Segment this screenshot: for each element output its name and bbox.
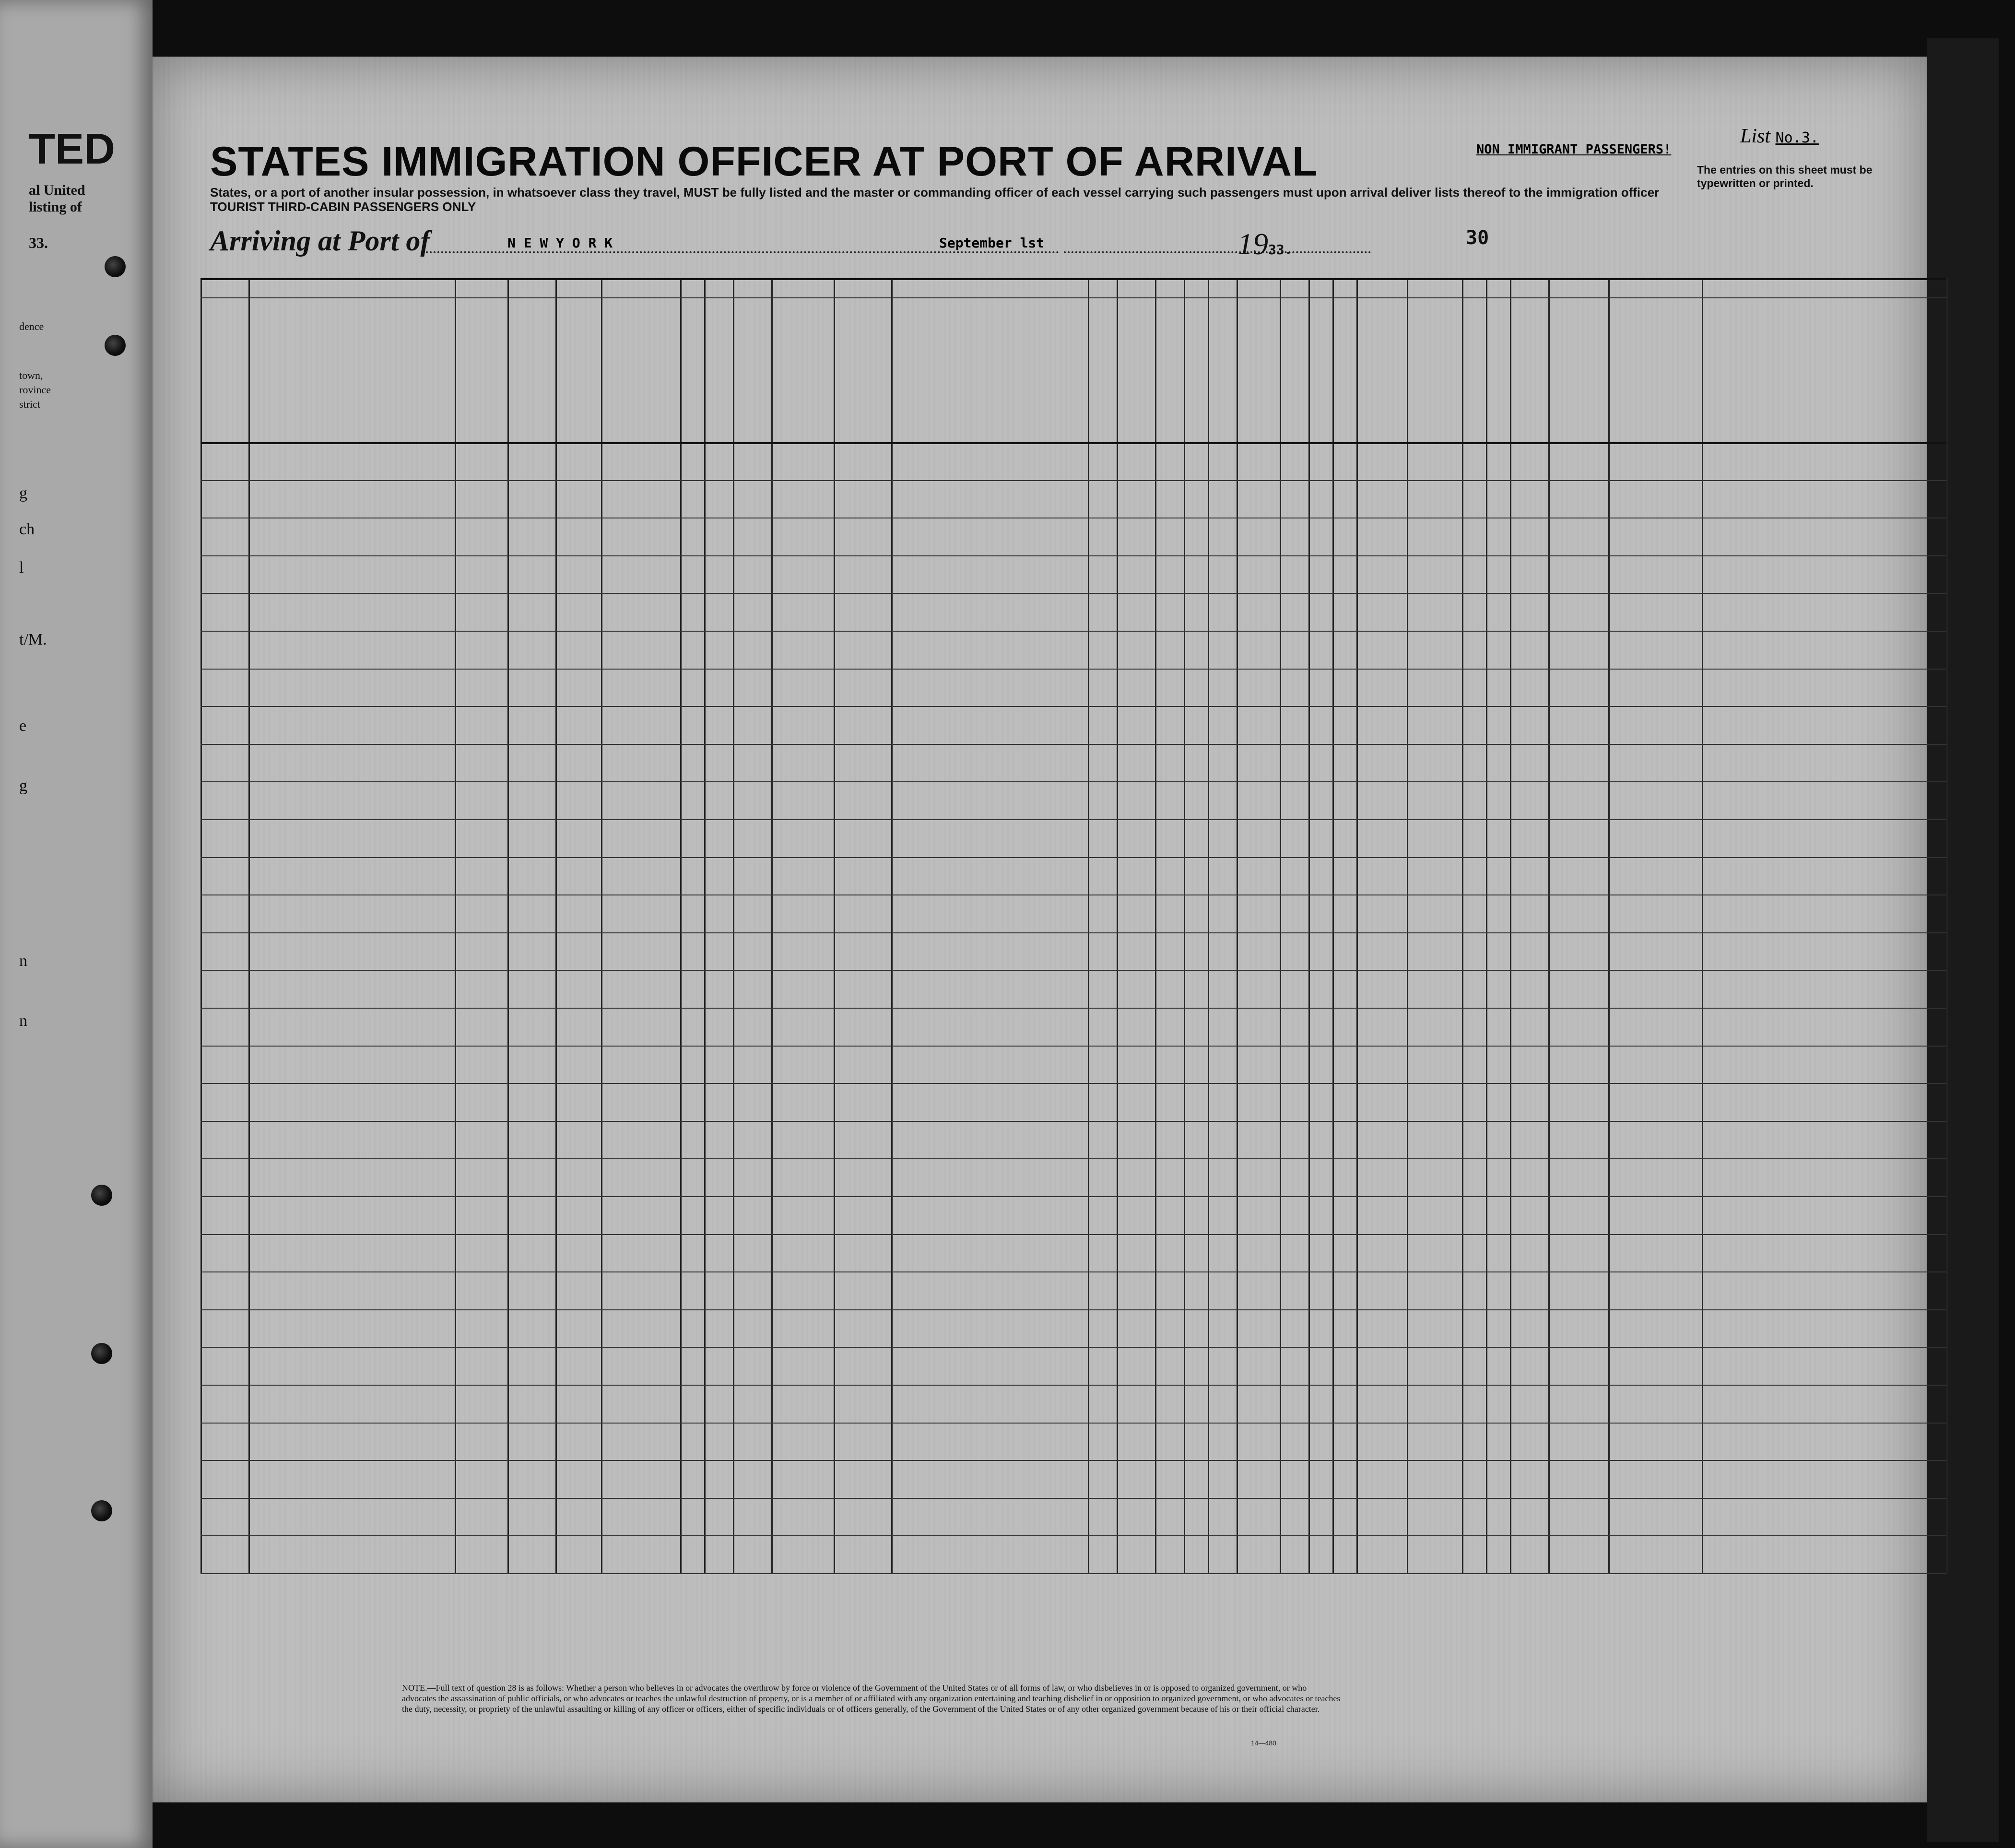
header-money [707, 302, 730, 439]
row-rule [200, 1460, 1946, 1461]
column-rule [1088, 278, 1089, 1573]
row-rule [200, 1535, 1946, 1536]
column-rule [1332, 278, 1334, 1573]
strip-line2: listing of [29, 199, 82, 215]
binding-hole [91, 1343, 112, 1364]
row-rule [200, 1573, 1946, 1574]
column-rule [1510, 278, 1511, 1573]
header-feet [1465, 302, 1483, 439]
year-prefix: 19 [1237, 227, 1268, 261]
header-overthrow [1239, 302, 1277, 439]
strip-line1: al United [29, 182, 85, 198]
column-rule [1117, 278, 1118, 1573]
binding-hole [91, 1185, 112, 1206]
arrival-year [1237, 226, 1293, 262]
row-rule [200, 932, 1946, 933]
column-rule [1702, 278, 1703, 1573]
column-rule [1280, 278, 1281, 1573]
manifest-sheet [153, 57, 1927, 1802]
subtitle-line: States, or a port of another insular possession, in whatsoever class they travel, MUST be fully listed and the master or commanding officer of each vessel carrying such passengers must upon arrival deliver lists thereof to the immigration officer [210, 185, 1660, 200]
strip-label: strict [19, 398, 40, 410]
column-rule [771, 278, 773, 1573]
column-rule [1308, 278, 1310, 1573]
strip-ted: TED [29, 125, 115, 173]
form-subtitle [210, 185, 1745, 214]
list-number-value: No.3. [1775, 129, 1819, 146]
column-rule [455, 278, 456, 1573]
row-rule [200, 781, 1946, 782]
column-rule [1237, 278, 1238, 1573]
passenger-table [200, 278, 1946, 1592]
column-rule [733, 278, 734, 1573]
form-number: 14—480 [1251, 1739, 1276, 1747]
row-rule [200, 1196, 1946, 1197]
subtitle-line: TOURIST THIRD-CABIN PASSENGERS ONLY [210, 200, 476, 214]
row-rule [200, 1083, 1946, 1084]
header-bottom-rule [200, 442, 1946, 444]
binding-hole [105, 256, 126, 277]
arriving-label: Arriving at Port of [210, 225, 430, 257]
row-rule [200, 1309, 1946, 1310]
row-rule [200, 593, 1946, 594]
header-citizen [1158, 302, 1181, 439]
row-rule [200, 1008, 1946, 1009]
column-rule [1462, 278, 1463, 1573]
header-anarchist [1211, 302, 1234, 439]
row-rule [200, 706, 1946, 707]
sheet-number: 30 [1466, 227, 1489, 249]
header-length-stay [1119, 302, 1152, 439]
strip-label: g [19, 777, 27, 795]
column-rule [1486, 278, 1487, 1573]
header-inches [1489, 302, 1507, 439]
header-labor-offer [1283, 302, 1306, 439]
column-rule [248, 278, 250, 1573]
row-rule [200, 744, 1946, 745]
footnote: NOTE.—Full text of question 28 is as follows: Whether a person who believes in or advocates the overthrow by force or violence of the Government of the United States or of all forms of law, or who disbelieves in or is opposed to organized government, or who advocates the assassination of public officials, or who advocates or teaches the unlawful destruction of property, or is a member of or affiliated with any organization entertaining and teaching disbelief in or opposition to organized government, or who advocates or teaches the duty, necessity, or propriety of the unlawful assaulting or killing of any officer or officers, either of specific individuals or of officers generally, of the Government of the United States or of any other organized government because of his or their official character. [402, 1683, 1341, 1714]
header-return-intent [1091, 302, 1114, 439]
column-rule [834, 278, 835, 1573]
row-rule [200, 1347, 1946, 1348]
column-rule [1184, 278, 1185, 1573]
strip-label: ch [19, 520, 35, 538]
row-rule [200, 1498, 1946, 1499]
strip-line3: 33. [29, 234, 48, 251]
column-rule [601, 278, 602, 1573]
column-number-rule [200, 297, 1946, 298]
row-rule [200, 970, 1946, 971]
binding-hole [105, 335, 126, 356]
strip-label: t/M. [19, 631, 47, 648]
column-rule [1208, 278, 1209, 1573]
header-polygamist [1187, 302, 1205, 439]
strip-label: n [19, 952, 27, 970]
port-value: N E W Y O R K [507, 235, 613, 251]
row-rule [200, 1271, 1946, 1272]
column-rule [555, 278, 557, 1573]
row-rule [200, 669, 1946, 670]
header-rule [200, 278, 1946, 280]
row-rule [200, 857, 1946, 858]
row-rule [200, 1046, 1946, 1047]
column-rule [507, 278, 509, 1573]
row-rule [200, 631, 1946, 632]
strip-label: n [19, 1012, 27, 1030]
list-label: List [1740, 125, 1771, 147]
column-rule [200, 278, 202, 1573]
row-rule [200, 480, 1946, 481]
list-number [1740, 125, 1819, 148]
column-rule [680, 278, 682, 1573]
year-suffix: 33. [1268, 242, 1293, 258]
left-adjacent-page [0, 0, 153, 1848]
non-immigrant-label: NON IMMIGRANT PASSENGERS! [1476, 142, 1672, 157]
column-rule [1407, 278, 1408, 1573]
header-excluded [1311, 302, 1330, 439]
row-rule [200, 1423, 1946, 1424]
strip-label: rovince [19, 384, 51, 396]
header-arrested [1335, 302, 1354, 439]
column-rule [891, 278, 893, 1573]
binding-hole [91, 1500, 112, 1521]
entries-note: The entries on this sheet must be typewritten or printed. [1697, 164, 1873, 189]
strip-label: town, [19, 369, 43, 381]
strip-label: l [19, 559, 24, 577]
row-rule [200, 555, 1946, 556]
row-rule [200, 1158, 1946, 1159]
header-ticket [604, 302, 677, 439]
column-rule [1155, 278, 1156, 1573]
form-title: STATES IMMIGRATION OFFICER AT PORT OF ARRIVAL [210, 139, 1318, 185]
row-rule [200, 1385, 1946, 1386]
row-rule [200, 1234, 1946, 1235]
strip-label: dence [19, 320, 44, 332]
column-rule [1356, 278, 1358, 1573]
column-rule [1946, 278, 1948, 1573]
arrival-date: September lst [939, 235, 1045, 251]
strip-label: e [19, 717, 27, 735]
row-rule [200, 819, 1946, 820]
column-rule [704, 278, 706, 1573]
strip-label: g [19, 484, 27, 502]
column-rule [1608, 278, 1610, 1573]
row-rule [200, 1121, 1946, 1122]
column-rule [1548, 278, 1550, 1573]
